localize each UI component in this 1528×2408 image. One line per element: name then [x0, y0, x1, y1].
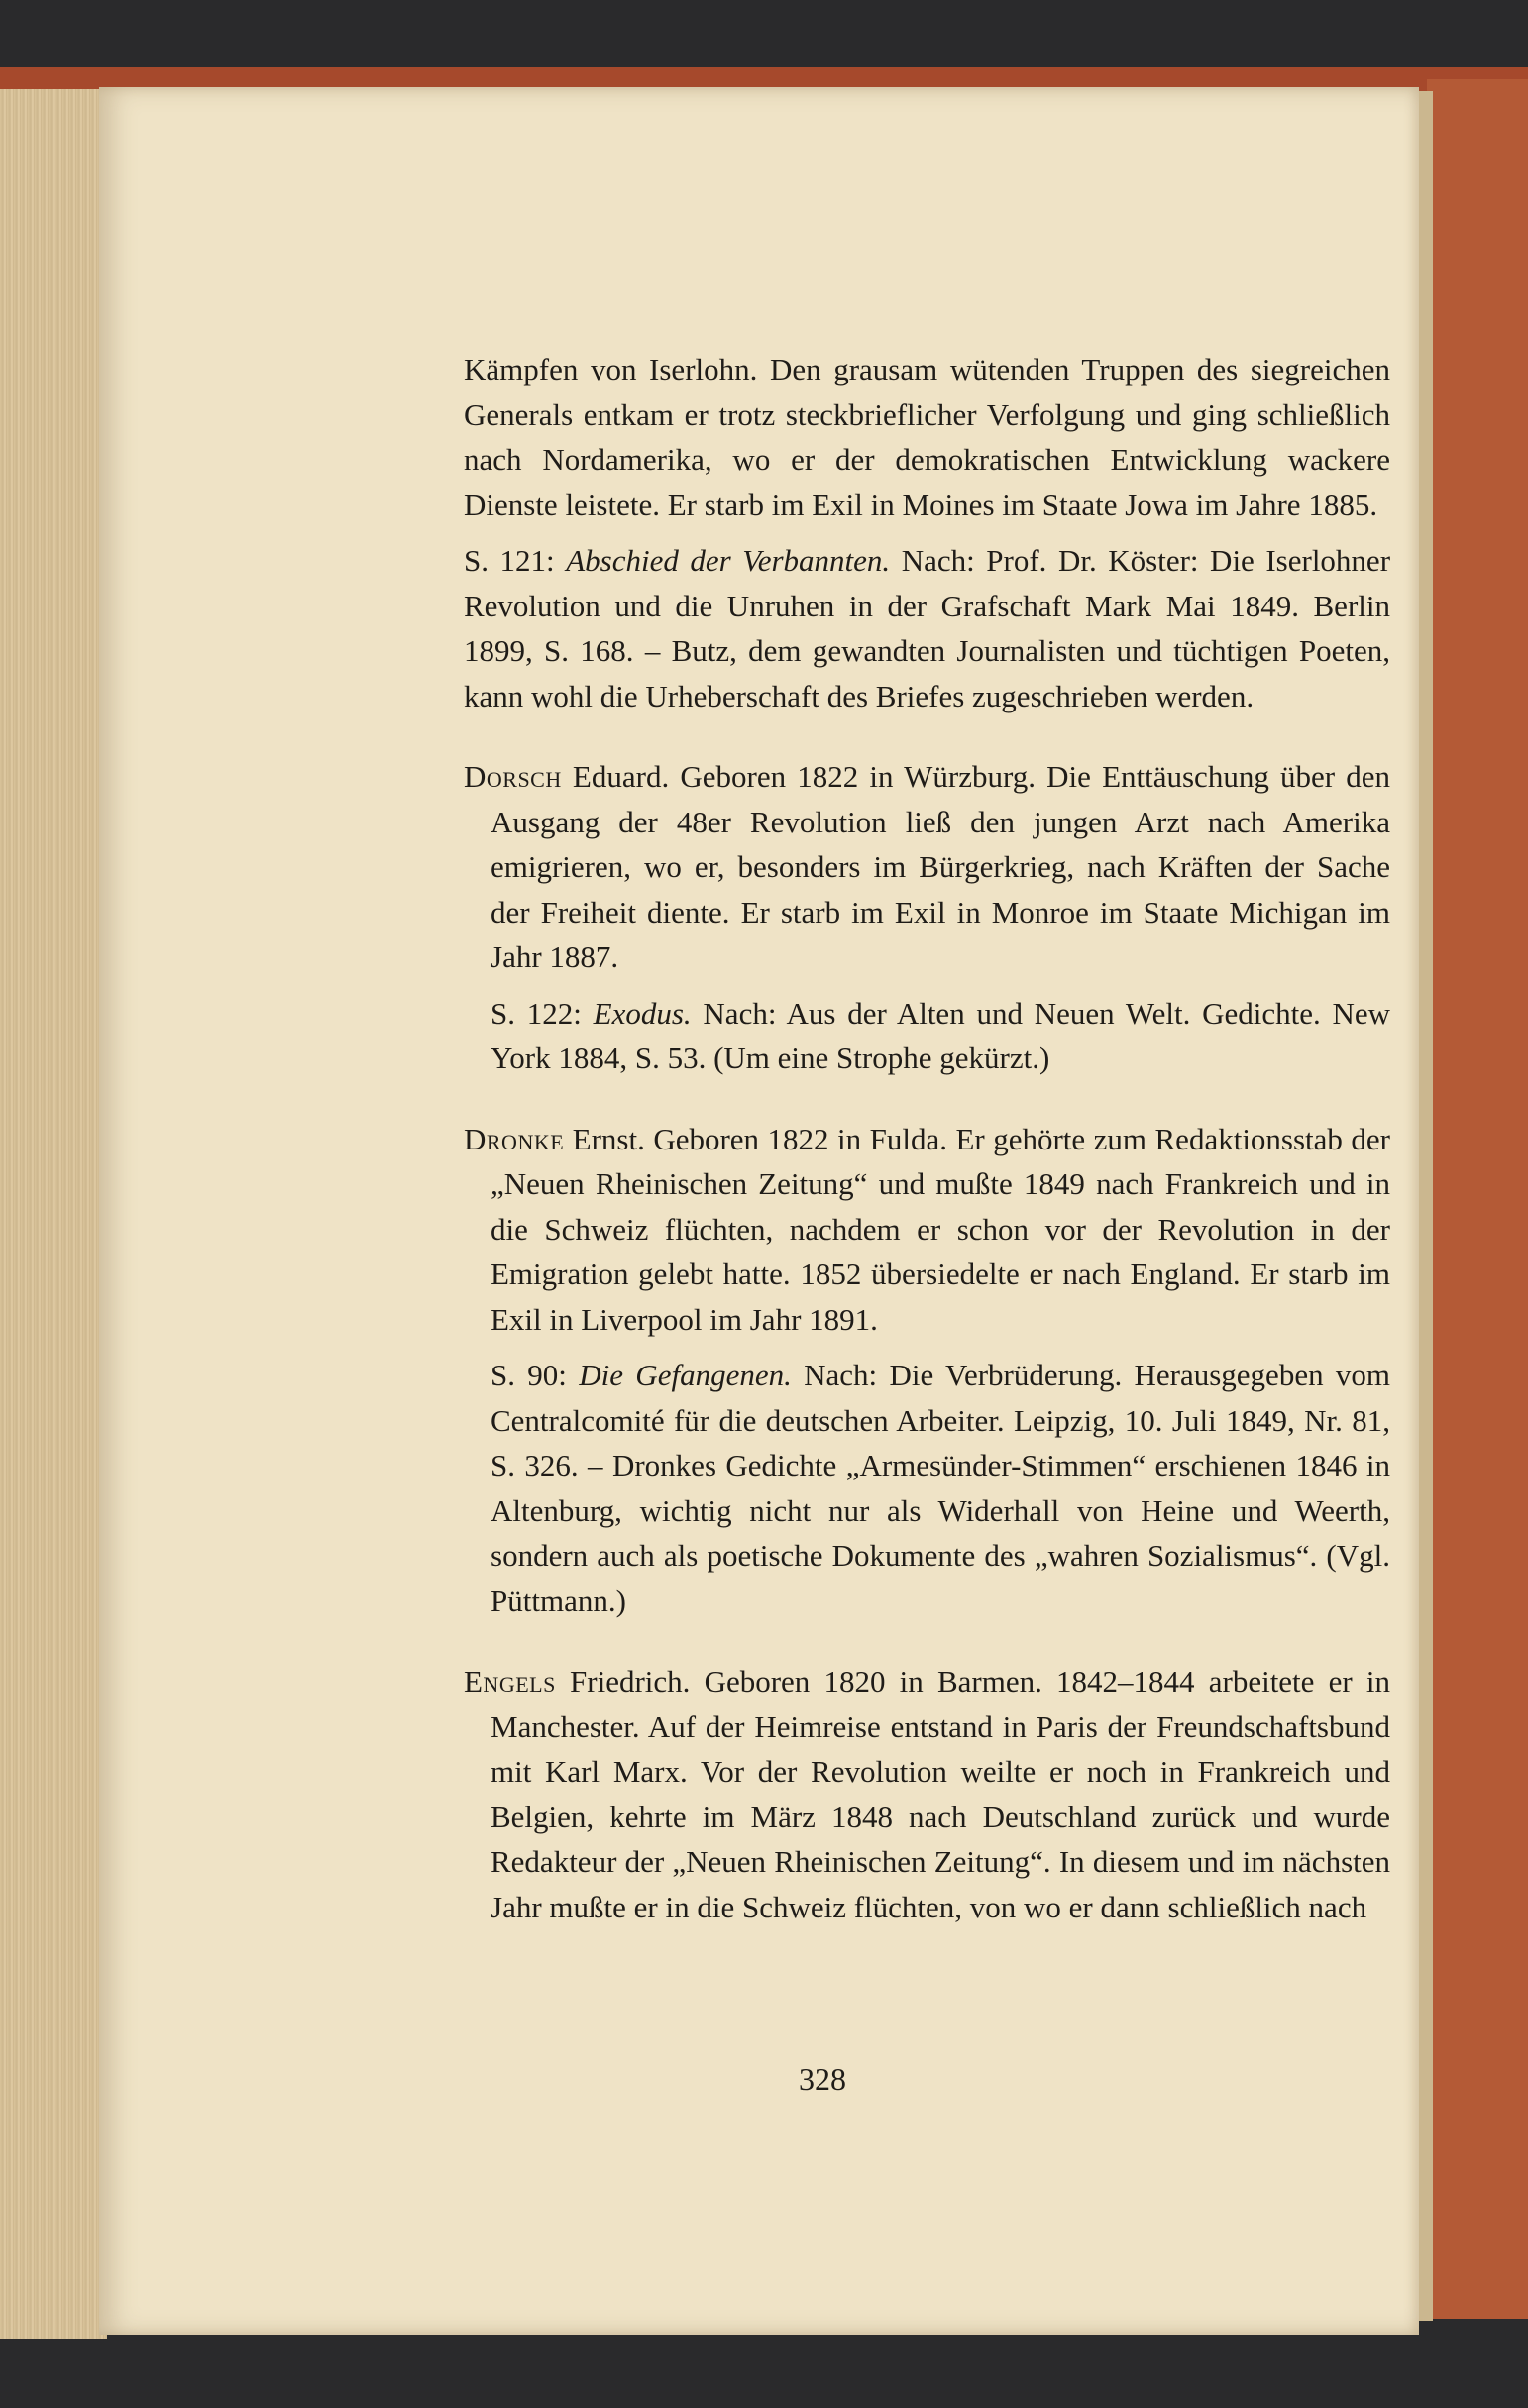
source-ref: S. 121: — [464, 543, 555, 578]
entry-name: Dronke — [464, 1121, 565, 1156]
entry-dronke — [464, 1117, 1390, 1343]
page-text — [464, 347, 1390, 1929]
page-edges — [0, 89, 107, 2339]
source-note — [464, 538, 1390, 718]
page-number: 328 — [799, 2061, 846, 2097]
entry-name: Dorsch — [464, 759, 562, 794]
source-ref: S. 122: — [491, 995, 582, 1031]
source-text: Nach: Prof. Dr. Köster: Die Iserlohner Revolution und die Unruhen in der Grafschaft Mark Mai 1849. Berlin 1899, S. 168. – Butz, dem gewandten Journalisten und tüchtigen Poeten, kann wohl die Urheberschaft des Briefes zugeschrieben werden. — [464, 543, 1391, 713]
entry-bio: Ernst. Geboren 1822 in Fulda. Er gehörte zum Redaktionsstab der „Neuen Rheinischen Zeitung“ und mußte 1849 nach Frankreich und in die Schweiz flüchten, nachdem er schon vor der Revolution in der Emigration gelebt hatte. 1852 übersiedelte er nach England. Er starb im Exil in Liverpool im Jahr 1891. — [491, 1121, 1390, 1337]
poem-title: Abschied der Verbannten. — [566, 543, 891, 578]
source-note — [464, 991, 1390, 1081]
poem-title: Exodus. — [593, 995, 692, 1031]
book-cover-right — [1427, 79, 1528, 2319]
entry-name: Engels — [464, 1664, 556, 1698]
poem-title: Die Gefangenen. — [579, 1358, 792, 1392]
source-text: Nach: Die Verbrüderung. Herausgegeben vom Centralcomité für die deutschen Arbeiter. Leipzig, 10. Juli 1849, Nr. 81, S. 326. – Dronkes Gedichte „Armesünder-Stimmen“ erschienen 1846 in Altenburg, wichtig nicht nur als Widerhall von Heine und Weerth, sondern auch als poetische Dokumente des „wahren Sozialismus“. (Vgl. Püttmann.) — [491, 1358, 1390, 1618]
continued-paragraph: Kämpfen von Iserlohn. Den grausam wütenden Truppen des siegreichen Generals entkam er trotz steckbrieflicher Verfolgung und ging schließlich nach Nordamerika, wo er der demokratischen Entwicklung wackere Dienste leistete. Er starb im Exil in Moines im Staate Jowa im Jahre 1885. — [464, 352, 1390, 522]
entry-dorsch — [464, 754, 1390, 980]
entry-engels — [464, 1659, 1390, 1929]
book-page — [99, 87, 1419, 2335]
source-text: Nach: Aus der Alten und Neuen Welt. Gedichte. New York 1884, S. 53. (Um eine Strophe gekürzt.) — [491, 995, 1391, 1075]
entry-bio: Friedrich. Geboren 1820 in Barmen. 1842–1844 arbeitete er in Manchester. Auf der Heimreise entstand in Paris der Freundschaftsbund mit Karl Marx. Vor der Revolution weilte er noch in Frankreich und Belgien, kehrte im März 1848 nach Deutschland zurück und wurde Redakteur der „Neuen Rheinischen Zeitung“. In diesem und im nächsten Jahr mußte er in die Schweiz flüchten, von wo er dann schließlich nach — [491, 1664, 1391, 1924]
source-note — [464, 1353, 1390, 1623]
source-ref: S. 90: — [491, 1358, 567, 1392]
entry-bio: Eduard. Geboren 1822 in Würzburg. Die Enttäuschung über den Ausgang der 48er Revolution ließ den jungen Arzt nach Amerika emigrieren, wo er, besonders im Bürgerkrieg, nach Kräften der Sache der Freiheit diente. Er starb im Exil in Monroe im Staate Michigan im Jahr 1887. — [491, 759, 1390, 974]
